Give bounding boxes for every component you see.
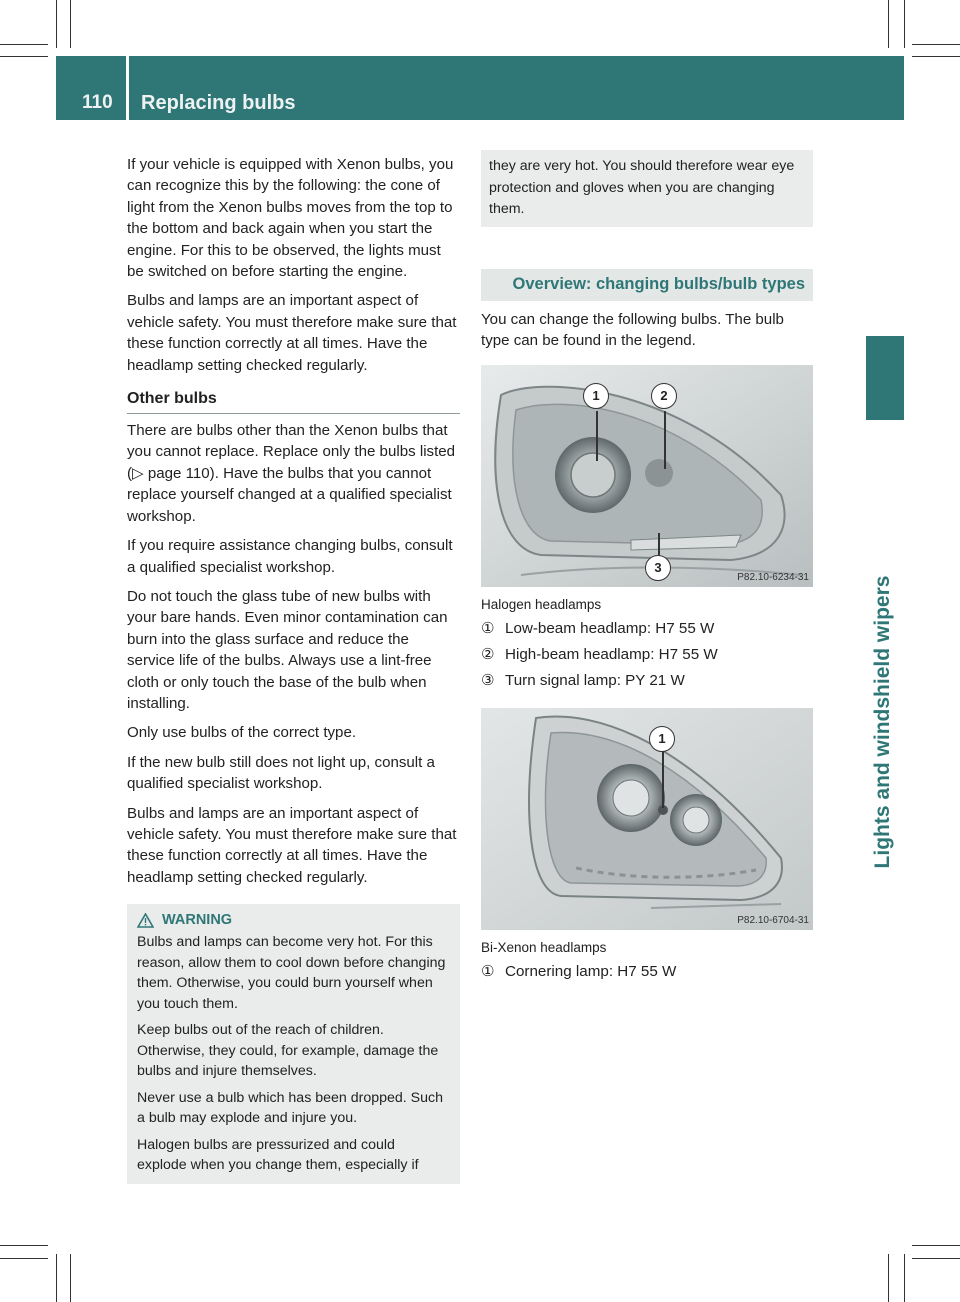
figure-code: P82.10-6704-31 <box>737 915 809 927</box>
callout-1: 1 <box>649 726 675 752</box>
overview-heading: Overview: changing bulbs/bulb types <box>481 269 813 301</box>
crop-mark <box>56 0 57 48</box>
warning-continued-text: they are very hot. You should therefore wear eye protection and gloves when you are changing them. <box>489 158 795 217</box>
figure-caption: Halogen headlamps <box>481 597 602 613</box>
legend-text: Turn signal lamp: PY 21 W <box>505 672 685 690</box>
intro-paragraph: If your vehicle is equipped with Xenon bulbs, you can recognize this by the following: the cone of light from the Xenon bulbs moves from the top to the bottom and back again when you start the engine. For this to be observed, the lights must be switched on before starting the engine. <box>127 156 454 281</box>
side-tab <box>866 336 904 420</box>
other-bulbs-heading: Other bulbs <box>127 390 460 414</box>
crop-mark <box>888 1254 889 1302</box>
section-title: Replacing bulbs <box>141 92 296 114</box>
warning-paragraph: Halogen bulbs are pressurized and could explode when you change them, especially if <box>137 1136 419 1174</box>
callout-leader-line <box>658 533 660 555</box>
callout-2: 2 <box>651 383 677 409</box>
warning-box <box>127 904 460 1184</box>
left-column <box>127 154 460 1184</box>
legend-number: ③ <box>481 672 495 690</box>
body-paragraph: Only use bulbs of the correct type. <box>127 724 357 742</box>
figure-caption: Bi-Xenon headlamps <box>481 940 607 956</box>
header-divider <box>126 56 129 120</box>
bixenon-headlamp-figure <box>481 708 813 930</box>
bixenon-headlamp-illustration <box>481 708 813 930</box>
side-chapter-label: Lights and windshield wipers <box>871 575 894 869</box>
crop-mark <box>70 0 71 48</box>
warning-title <box>137 912 448 928</box>
crop-mark <box>0 1245 48 1246</box>
warning-continued-box <box>481 150 813 227</box>
legend-text: Cornering lamp: H7 55 W <box>505 963 677 981</box>
legend-item <box>481 616 813 642</box>
figure1-legend <box>481 616 813 694</box>
callout-leader-line <box>596 411 598 461</box>
callout-leader-line <box>664 411 666 469</box>
crop-mark <box>0 44 48 45</box>
crop-mark <box>912 56 960 57</box>
legend-text: Low-beam headlamp: H7 55 W <box>505 620 715 638</box>
crop-mark <box>904 1254 905 1302</box>
crop-mark <box>904 0 905 48</box>
crop-mark <box>912 1245 960 1246</box>
legend-text: High-beam headlamp: H7 55 W <box>505 646 718 664</box>
crop-mark <box>70 1254 71 1302</box>
crop-mark <box>888 0 889 48</box>
legend-item <box>481 959 813 985</box>
body-paragraph: Bulbs and lamps are an important aspect of vehicle safety. You must therefore make sure that these function correctly at all times. Have the headlamp setting checked regularly. <box>127 804 457 886</box>
body-paragraph: There are bulbs other than the Xenon bulbs that you cannot replace. Replace only the bulbs listed (▷ page 110). Have the bulbs that you cannot replace yourself changed at a qualified specialist workshop. <box>127 422 456 525</box>
halogen-headlamp-illustration <box>481 365 813 587</box>
legend-item <box>481 668 813 694</box>
legend-number: ① <box>481 620 495 638</box>
crop-mark <box>912 44 960 45</box>
warning-triangle-icon <box>137 913 154 928</box>
crop-mark <box>912 1258 960 1259</box>
body-paragraph: Do not touch the glass tube of new bulbs with your bare hands. Even minor contamination can burn into the glass surface and reduce the service life of the bulbs. Always use a lint-free cloth or only touch the base of the bulb when installing. <box>127 587 448 712</box>
warning-paragraph: Keep bulbs out of the reach of children. Otherwise, they could, for example, damage the bulbs and injure themselves. <box>137 1022 439 1080</box>
page-number: 110 <box>82 92 113 113</box>
intro-paragraph: Bulbs and lamps are an important aspect of vehicle safety. You must therefore make sure that these function correctly at all times. Have the headlamp setting checked regularly. <box>127 292 457 374</box>
halogen-headlamp-figure <box>481 365 813 587</box>
body-paragraph: If the new bulb still does not light up, consult a qualified specialist workshop. <box>127 753 435 793</box>
legend-item <box>481 642 813 668</box>
crop-mark <box>0 56 48 57</box>
callout-1: 1 <box>583 383 609 409</box>
figure2-legend <box>481 959 813 985</box>
overview-intro: You can change the following bulbs. The bulb type can be found in the legend. <box>481 310 784 349</box>
figure-code: P82.10-6234-31 <box>737 572 809 584</box>
legend-number: ② <box>481 646 495 664</box>
warning-title-text: WARNING <box>162 912 233 929</box>
callout-leader-line <box>662 750 664 808</box>
crop-mark <box>0 1258 48 1259</box>
callout-3: 3 <box>645 555 671 581</box>
warning-paragraph: Bulbs and lamps can become very hot. For this reason, allow them to cool down before changing them. Otherwise, you could burn yourself when you touch them. <box>137 934 446 1012</box>
body-paragraph: If you require assistance changing bulbs, consult a qualified specialist workshop. <box>127 537 453 576</box>
warning-paragraph: Never use a bulb which has been dropped. Such a bulb may explode and injure you. <box>137 1089 444 1127</box>
right-column <box>481 150 813 985</box>
legend-number: ① <box>481 963 495 981</box>
crop-mark <box>56 1254 57 1302</box>
